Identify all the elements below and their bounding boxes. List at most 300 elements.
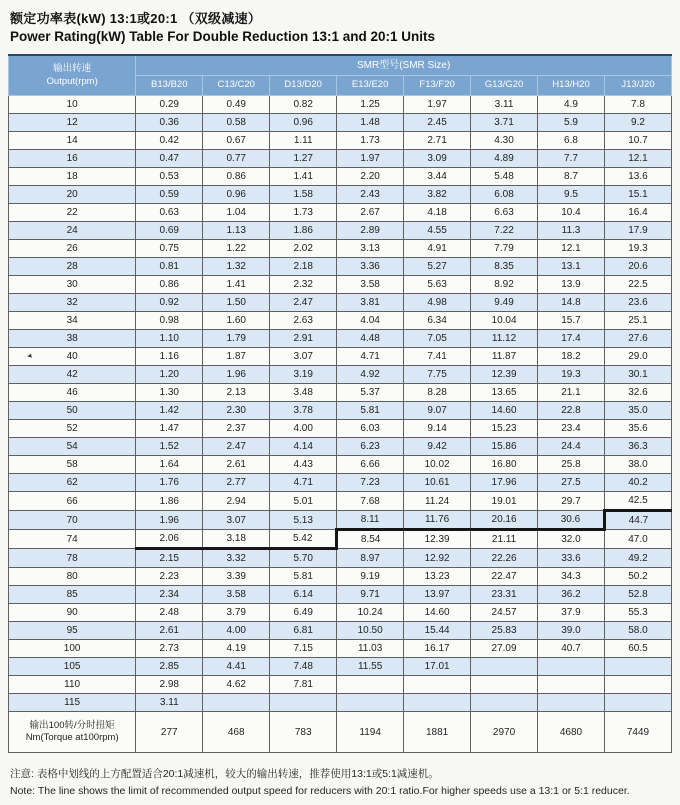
- table-row: [9, 150, 672, 168]
- value-cell: 1.13: [203, 222, 270, 240]
- value-cell: 2.32: [270, 276, 337, 294]
- value-cell: 17.4: [538, 330, 605, 348]
- value-cell: 22.5: [604, 276, 671, 294]
- value-cell: 13.9: [538, 276, 605, 294]
- table-header: [9, 55, 672, 96]
- value-cell: 8.35: [471, 258, 538, 276]
- torque-label-zh: 输出100转/分时扭矩: [29, 719, 115, 731]
- value-cell: 12.92: [404, 549, 471, 568]
- value-cell: 0.82: [270, 96, 337, 114]
- value-cell: 34.3: [538, 568, 605, 586]
- value-cell: 60.5: [604, 640, 671, 658]
- value-cell: 2.13: [203, 384, 270, 402]
- value-cell: 18.2: [538, 348, 605, 366]
- value-cell: 0.75: [136, 240, 203, 258]
- value-cell: 1.50: [203, 294, 270, 312]
- value-cell: 0.92: [136, 294, 203, 312]
- value-cell: 2.37: [203, 420, 270, 438]
- value-cell: 1.41: [203, 276, 270, 294]
- table-body: [9, 96, 672, 712]
- value-cell: 5.81: [337, 402, 404, 420]
- rpm-cell: 85: [9, 586, 136, 604]
- value-cell: 8.7: [538, 168, 605, 186]
- value-cell: 27.6: [604, 330, 671, 348]
- smr-size-group-header: SMR型号(SMR Size): [136, 55, 672, 76]
- rpm-cell: 62: [9, 474, 136, 492]
- value-cell: 3.44: [404, 168, 471, 186]
- value-cell: 9.07: [404, 402, 471, 420]
- table-row: [9, 549, 672, 568]
- value-cell: 3.07: [270, 348, 337, 366]
- value-cell: 11.76: [404, 511, 471, 530]
- cursor-artifact: ◄: [25, 352, 34, 361]
- value-cell: [538, 694, 605, 712]
- value-cell: 29.7: [538, 492, 605, 511]
- value-cell: [604, 658, 671, 676]
- rpm-cell: 95: [9, 622, 136, 640]
- rpm-cell: 52: [9, 420, 136, 438]
- table-row: [9, 456, 672, 474]
- table-row: [9, 586, 672, 604]
- value-cell: 1.42: [136, 402, 203, 420]
- value-cell: 2.77: [203, 474, 270, 492]
- value-cell: [538, 676, 605, 694]
- value-cell: 23.6: [604, 294, 671, 312]
- value-cell: 23.31: [471, 586, 538, 604]
- value-cell: 42.5: [604, 492, 671, 511]
- value-cell: 10.24: [337, 604, 404, 622]
- value-cell: 0.67: [203, 132, 270, 150]
- value-cell: 30.6: [538, 511, 605, 530]
- value-cell: 32.6: [604, 384, 671, 402]
- value-cell: 0.36: [136, 114, 203, 132]
- value-cell: 1.58: [270, 186, 337, 204]
- rpm-cell: 50: [9, 402, 136, 420]
- value-cell: 15.7: [538, 312, 605, 330]
- value-cell: 22.47: [471, 568, 538, 586]
- value-cell: 1.79: [203, 330, 270, 348]
- value-cell: 2.18: [270, 258, 337, 276]
- value-cell: 1.22: [203, 240, 270, 258]
- value-cell: 2.15: [136, 549, 203, 568]
- value-cell: [471, 694, 538, 712]
- torque-value-cell: 2970: [471, 712, 538, 753]
- value-cell: 7.41: [404, 348, 471, 366]
- value-cell: [604, 694, 671, 712]
- table-row: [9, 604, 672, 622]
- value-cell: 1.47: [136, 420, 203, 438]
- table-row: [9, 568, 672, 586]
- value-cell: 9.5: [538, 186, 605, 204]
- table-row: [9, 258, 672, 276]
- value-cell: 1.30: [136, 384, 203, 402]
- value-cell: 20.6: [604, 258, 671, 276]
- value-cell: 10.02: [404, 456, 471, 474]
- value-cell: [471, 676, 538, 694]
- value-cell: 5.13: [270, 511, 337, 530]
- power-rating-table: [8, 54, 672, 753]
- value-cell: 4.04: [337, 312, 404, 330]
- value-cell: 4.48: [337, 330, 404, 348]
- torque-value-cell: 277: [136, 712, 203, 753]
- value-cell: 13.97: [404, 586, 471, 604]
- value-cell: 4.98: [404, 294, 471, 312]
- value-cell: 1.20: [136, 366, 203, 384]
- rpm-cell: 28: [9, 258, 136, 276]
- value-cell: 4.00: [203, 622, 270, 640]
- value-cell: 7.48: [270, 658, 337, 676]
- value-cell: 37.9: [538, 604, 605, 622]
- value-cell: 1.76: [136, 474, 203, 492]
- value-cell: 8.54: [337, 530, 404, 549]
- value-cell: 35.0: [604, 402, 671, 420]
- value-cell: 22.8: [538, 402, 605, 420]
- value-cell: 17.96: [471, 474, 538, 492]
- value-cell: 35.6: [604, 420, 671, 438]
- value-cell: 5.81: [270, 568, 337, 586]
- value-cell: 6.8: [538, 132, 605, 150]
- value-cell: 3.71: [471, 114, 538, 132]
- table-row: [9, 694, 672, 712]
- value-cell: 10.4: [538, 204, 605, 222]
- column-header: J13/J20: [604, 76, 671, 96]
- value-cell: 0.58: [203, 114, 270, 132]
- table-footer: [9, 712, 672, 753]
- table-row: [9, 676, 672, 694]
- value-cell: 15.1: [604, 186, 671, 204]
- rpm-cell: 42: [9, 366, 136, 384]
- table-row: [9, 96, 672, 114]
- value-cell: 36.2: [538, 586, 605, 604]
- value-cell: 25.8: [538, 456, 605, 474]
- value-cell: 9.19: [337, 568, 404, 586]
- value-cell: 7.75: [404, 366, 471, 384]
- value-cell: 4.41: [203, 658, 270, 676]
- value-cell: 0.69: [136, 222, 203, 240]
- value-cell: 1.27: [270, 150, 337, 168]
- column-header: F13/F20: [404, 76, 471, 96]
- value-cell: [538, 658, 605, 676]
- table-row: [9, 276, 672, 294]
- value-cell: 1.16: [136, 348, 203, 366]
- value-cell: 5.70: [270, 549, 337, 568]
- torque-label-cell: [9, 712, 136, 753]
- value-cell: 58.0: [604, 622, 671, 640]
- value-cell: 2.98: [136, 676, 203, 694]
- value-cell: 6.08: [471, 186, 538, 204]
- value-cell: 3.48: [270, 384, 337, 402]
- value-cell: 40.2: [604, 474, 671, 492]
- value-cell: 2.48: [136, 604, 203, 622]
- rpm-cell: 58: [9, 456, 136, 474]
- rpm-cell: 12: [9, 114, 136, 132]
- value-cell: 1.10: [136, 330, 203, 348]
- value-cell: 27.09: [471, 640, 538, 658]
- value-cell: 1.97: [404, 96, 471, 114]
- value-cell: 29.0: [604, 348, 671, 366]
- value-cell: 0.81: [136, 258, 203, 276]
- value-cell: [404, 676, 471, 694]
- column-header: D13/D20: [270, 76, 337, 96]
- value-cell: 6.34: [404, 312, 471, 330]
- value-cell: 13.1: [538, 258, 605, 276]
- value-cell: 4.18: [404, 204, 471, 222]
- rpm-cell: 22: [9, 204, 136, 222]
- value-cell: 21.1: [538, 384, 605, 402]
- value-cell: 5.01: [270, 492, 337, 511]
- value-cell: 12.1: [604, 150, 671, 168]
- value-cell: 2.47: [270, 294, 337, 312]
- value-cell: 17.01: [404, 658, 471, 676]
- rpm-cell: 26: [9, 240, 136, 258]
- torque-value-cell: 7449: [604, 712, 671, 753]
- value-cell: 23.4: [538, 420, 605, 438]
- value-cell: 39.0: [538, 622, 605, 640]
- value-cell: 3.78: [270, 402, 337, 420]
- rpm-header-en: Output(rpm): [46, 75, 98, 87]
- value-cell: 6.03: [337, 420, 404, 438]
- rpm-cell: 20: [9, 186, 136, 204]
- note-zh: 注意: 表格中划线的上方配置适合20:1减速机，较大的输出转速，推荐使用13:1或5:1减速机。: [10, 768, 439, 780]
- value-cell: 0.96: [270, 114, 337, 132]
- value-cell: 27.5: [538, 474, 605, 492]
- value-cell: 3.11: [136, 694, 203, 712]
- value-cell: 11.03: [337, 640, 404, 658]
- value-cell: 0.47: [136, 150, 203, 168]
- value-cell: 1.60: [203, 312, 270, 330]
- value-cell: 4.71: [337, 348, 404, 366]
- value-cell: 32.0: [538, 530, 605, 549]
- value-cell: 10.61: [404, 474, 471, 492]
- value-cell: 2.47: [203, 438, 270, 456]
- value-cell: 4.00: [270, 420, 337, 438]
- column-header: G13/G20: [471, 76, 538, 96]
- value-cell: 1.04: [203, 204, 270, 222]
- value-cell: 0.63: [136, 204, 203, 222]
- table-row: [9, 330, 672, 348]
- column-header: H13/H20: [538, 76, 605, 96]
- value-cell: 8.97: [337, 549, 404, 568]
- value-cell: 5.63: [404, 276, 471, 294]
- rpm-cell: 18: [9, 168, 136, 186]
- value-cell: 2.20: [337, 168, 404, 186]
- table-row: [9, 348, 672, 366]
- value-cell: 4.19: [203, 640, 270, 658]
- value-cell: [604, 676, 671, 694]
- value-cell: 3.79: [203, 604, 270, 622]
- value-cell: 7.7: [538, 150, 605, 168]
- value-cell: 3.09: [404, 150, 471, 168]
- value-cell: 14.8: [538, 294, 605, 312]
- value-cell: 3.19: [270, 366, 337, 384]
- value-cell: 24.57: [471, 604, 538, 622]
- value-cell: 16.17: [404, 640, 471, 658]
- value-cell: 2.23: [136, 568, 203, 586]
- value-cell: 40.7: [538, 640, 605, 658]
- value-cell: 3.58: [337, 276, 404, 294]
- table-row: [9, 186, 672, 204]
- value-cell: 2.71: [404, 132, 471, 150]
- value-cell: 14.60: [404, 604, 471, 622]
- value-cell: 19.01: [471, 492, 538, 511]
- table-row: [9, 168, 672, 186]
- value-cell: 20.16: [471, 511, 538, 530]
- page-title-zh: 额定功率表(kW) 13:1或20:1 （双级减速）: [10, 11, 262, 26]
- torque-value-cell: 4680: [538, 712, 605, 753]
- rpm-cell: 46: [9, 384, 136, 402]
- note-en: Note: The line shows the limit of recommended output speed for reducers with 20:1 ratio.For higher speeds use a 13:1 or 5:1 reducer.: [10, 784, 630, 797]
- value-cell: 0.98: [136, 312, 203, 330]
- value-cell: 2.43: [337, 186, 404, 204]
- column-header: E13/E20: [337, 76, 404, 96]
- value-cell: 0.77: [203, 150, 270, 168]
- value-cell: 3.36: [337, 258, 404, 276]
- value-cell: 5.42: [270, 530, 337, 549]
- value-cell: 2.61: [136, 622, 203, 640]
- value-cell: 4.30: [471, 132, 538, 150]
- value-cell: 16.4: [604, 204, 671, 222]
- value-cell: 4.43: [270, 456, 337, 474]
- value-cell: 11.87: [471, 348, 538, 366]
- value-cell: 0.42: [136, 132, 203, 150]
- value-cell: 7.15: [270, 640, 337, 658]
- value-cell: 6.49: [270, 604, 337, 622]
- rpm-cell: 80: [9, 568, 136, 586]
- value-cell: 4.92: [337, 366, 404, 384]
- value-cell: 22.26: [471, 549, 538, 568]
- value-cell: 19.3: [604, 240, 671, 258]
- value-cell: 49.2: [604, 549, 671, 568]
- value-cell: 2.94: [203, 492, 270, 511]
- table-row: [9, 438, 672, 456]
- value-cell: 1.96: [203, 366, 270, 384]
- column-header: B13/B20: [136, 76, 203, 96]
- value-cell: 3.39: [203, 568, 270, 586]
- value-cell: 7.23: [337, 474, 404, 492]
- value-cell: 55.3: [604, 604, 671, 622]
- value-cell: 4.55: [404, 222, 471, 240]
- value-cell: 11.55: [337, 658, 404, 676]
- value-cell: 0.86: [203, 168, 270, 186]
- notes: [10, 766, 672, 800]
- value-cell: 1.97: [337, 150, 404, 168]
- value-cell: 9.42: [404, 438, 471, 456]
- value-cell: 21.11: [471, 530, 538, 549]
- value-cell: 25.83: [471, 622, 538, 640]
- value-cell: 3.58: [203, 586, 270, 604]
- table-row: [9, 132, 672, 150]
- value-cell: 0.59: [136, 186, 203, 204]
- rpm-header-cell: [9, 55, 136, 96]
- rpm-cell: 90: [9, 604, 136, 622]
- value-cell: 25.1: [604, 312, 671, 330]
- value-cell: 12.1: [538, 240, 605, 258]
- rpm-cell: 100: [9, 640, 136, 658]
- table-row: [9, 222, 672, 240]
- value-cell: 1.73: [270, 204, 337, 222]
- value-cell: 2.45: [404, 114, 471, 132]
- value-cell: 52.8: [604, 586, 671, 604]
- value-cell: 4.89: [471, 150, 538, 168]
- value-cell: 1.87: [203, 348, 270, 366]
- rpm-cell: 74: [9, 530, 136, 549]
- table-row: [9, 366, 672, 384]
- torque-label-en: Nm(Torque at100rpm): [25, 732, 119, 743]
- rpm-cell: 110: [9, 676, 136, 694]
- table-row: [9, 658, 672, 676]
- value-cell: 14.60: [471, 402, 538, 420]
- value-cell: 3.32: [203, 549, 270, 568]
- value-cell: 2.91: [270, 330, 337, 348]
- value-cell: 4.14: [270, 438, 337, 456]
- value-cell: 5.48: [471, 168, 538, 186]
- value-cell: 1.64: [136, 456, 203, 474]
- rpm-header-zh: 输出转速: [53, 63, 92, 75]
- value-cell: 6.23: [337, 438, 404, 456]
- value-cell: 2.02: [270, 240, 337, 258]
- value-cell: 10.50: [337, 622, 404, 640]
- table-row: [9, 492, 672, 511]
- value-cell: 0.49: [203, 96, 270, 114]
- value-cell: 8.28: [404, 384, 471, 402]
- value-cell: 10.7: [604, 132, 671, 150]
- value-cell: [337, 694, 404, 712]
- value-cell: 5.37: [337, 384, 404, 402]
- value-cell: 9.49: [471, 294, 538, 312]
- value-cell: 3.07: [203, 511, 270, 530]
- value-cell: 12.39: [404, 530, 471, 549]
- value-cell: 8.11: [337, 511, 404, 530]
- value-cell: 7.22: [471, 222, 538, 240]
- value-cell: 2.34: [136, 586, 203, 604]
- value-cell: 4.62: [203, 676, 270, 694]
- value-cell: 16.80: [471, 456, 538, 474]
- rpm-cell: 54: [9, 438, 136, 456]
- value-cell: 15.86: [471, 438, 538, 456]
- table-row: [9, 420, 672, 438]
- value-cell: 6.63: [471, 204, 538, 222]
- rpm-cell: 32: [9, 294, 136, 312]
- value-cell: 1.32: [203, 258, 270, 276]
- value-cell: 12.39: [471, 366, 538, 384]
- value-cell: 11.3: [538, 222, 605, 240]
- value-cell: 4.71: [270, 474, 337, 492]
- value-cell: 44.7: [604, 511, 671, 530]
- value-cell: 7.79: [471, 240, 538, 258]
- column-header: C13/C20: [203, 76, 270, 96]
- rpm-cell: 66: [9, 492, 136, 511]
- value-cell: [471, 658, 538, 676]
- table-row: [9, 204, 672, 222]
- rpm-cell: 38: [9, 330, 136, 348]
- value-cell: 47.0: [604, 530, 671, 549]
- value-cell: 15.23: [471, 420, 538, 438]
- value-cell: 2.89: [337, 222, 404, 240]
- value-cell: 6.81: [270, 622, 337, 640]
- torque-value-cell: 783: [270, 712, 337, 753]
- value-cell: 10.04: [471, 312, 538, 330]
- table-row: [9, 240, 672, 258]
- table-row: [9, 640, 672, 658]
- value-cell: 13.6: [604, 168, 671, 186]
- value-cell: 2.67: [337, 204, 404, 222]
- value-cell: 2.06: [136, 530, 203, 549]
- value-cell: 7.8: [604, 96, 671, 114]
- torque-value-cell: 468: [203, 712, 270, 753]
- value-cell: [203, 694, 270, 712]
- value-cell: 11.24: [404, 492, 471, 511]
- value-cell: 1.73: [337, 132, 404, 150]
